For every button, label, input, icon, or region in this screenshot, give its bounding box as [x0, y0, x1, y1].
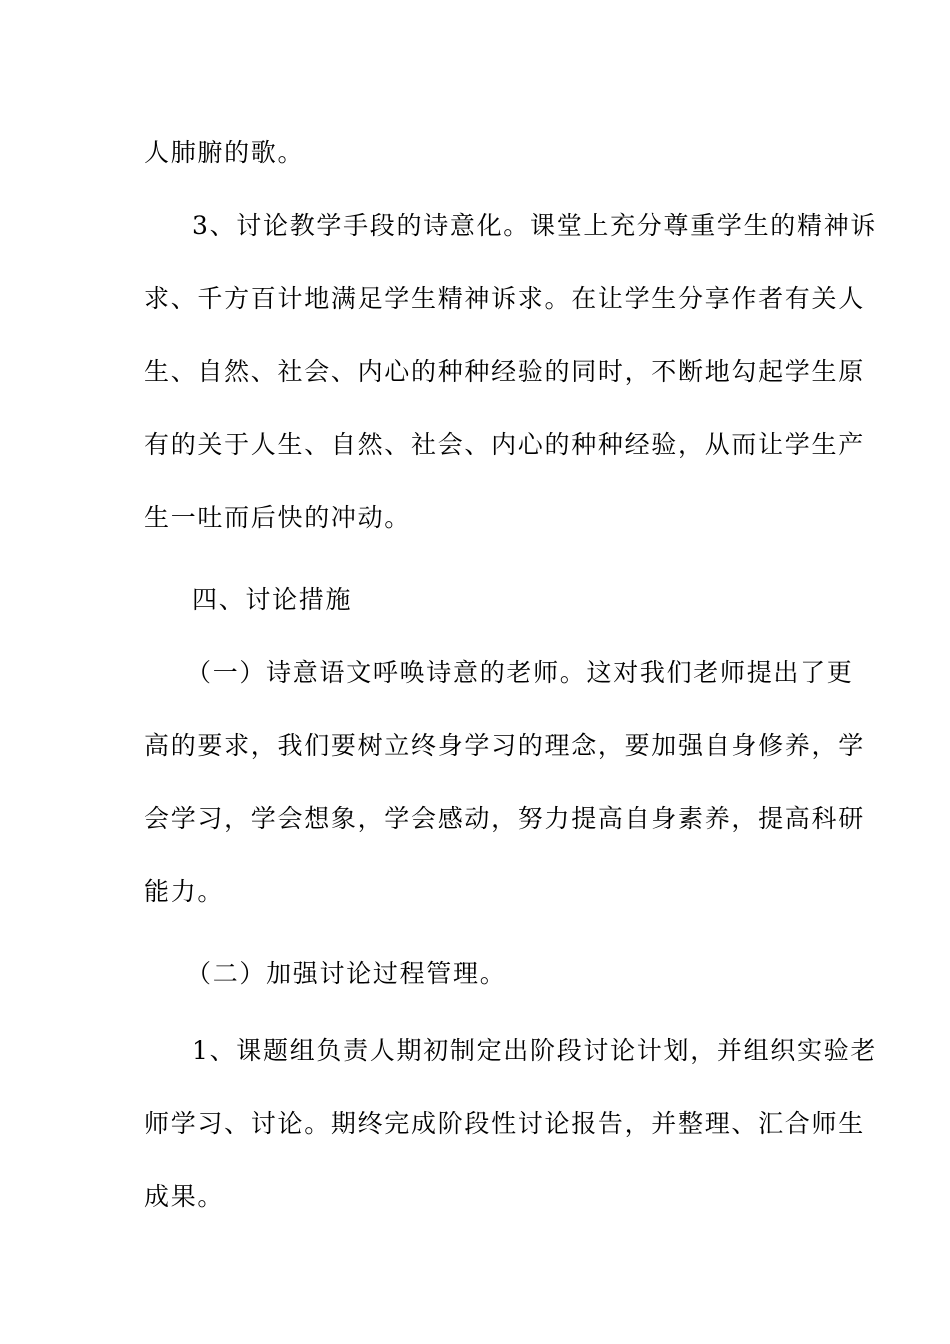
section-heading: 四、讨论措施: [192, 585, 353, 614]
paragraph-3-line-3: 生、自然、社会、内心的种种经验的同时，不断地勾起学生原: [144, 357, 865, 386]
subsection-2-heading: （二）加强讨论过程管理。: [186, 959, 507, 988]
subsection-1-line-2: 高的要求，我们要树立终身学习的理念，要加强自身修养，学: [144, 731, 865, 760]
subsection-1-line-4: 能力。: [144, 877, 225, 906]
subsection-1-line-1: （一）诗意语文呼唤诗意的老师。这对我们老师提出了更: [186, 658, 854, 687]
paragraph-3-line-5: 生一吐而后快的冲动。: [144, 503, 412, 532]
item-1-line-2: 师学习、讨论。期终完成阶段性讨论报告，并整理、汇合师生: [144, 1109, 865, 1138]
paragraph-continuation-line: 人肺腑的歌。: [144, 138, 305, 167]
subsection-1-line-3: 会学习，学会想象，学会感动，努力提高自身素养，提高科研: [144, 804, 865, 833]
item-1-line-3: 成果。: [144, 1182, 225, 1211]
item-1-line-1: 1、课题组负责人期初制定出阶段讨论计划，并组织实验老: [192, 1036, 878, 1065]
paragraph-3-line-4: 有的关于人生、自然、社会、内心的种种经验，从而让学生产: [144, 430, 865, 459]
paragraph-3-line-1: 3、讨论教学手段的诗意化。课堂上充分尊重学生的精神诉: [192, 211, 878, 240]
paragraph-3-line-2: 求、千方百计地满足学生精神诉求。在让学生分享作者有关人: [144, 284, 865, 313]
